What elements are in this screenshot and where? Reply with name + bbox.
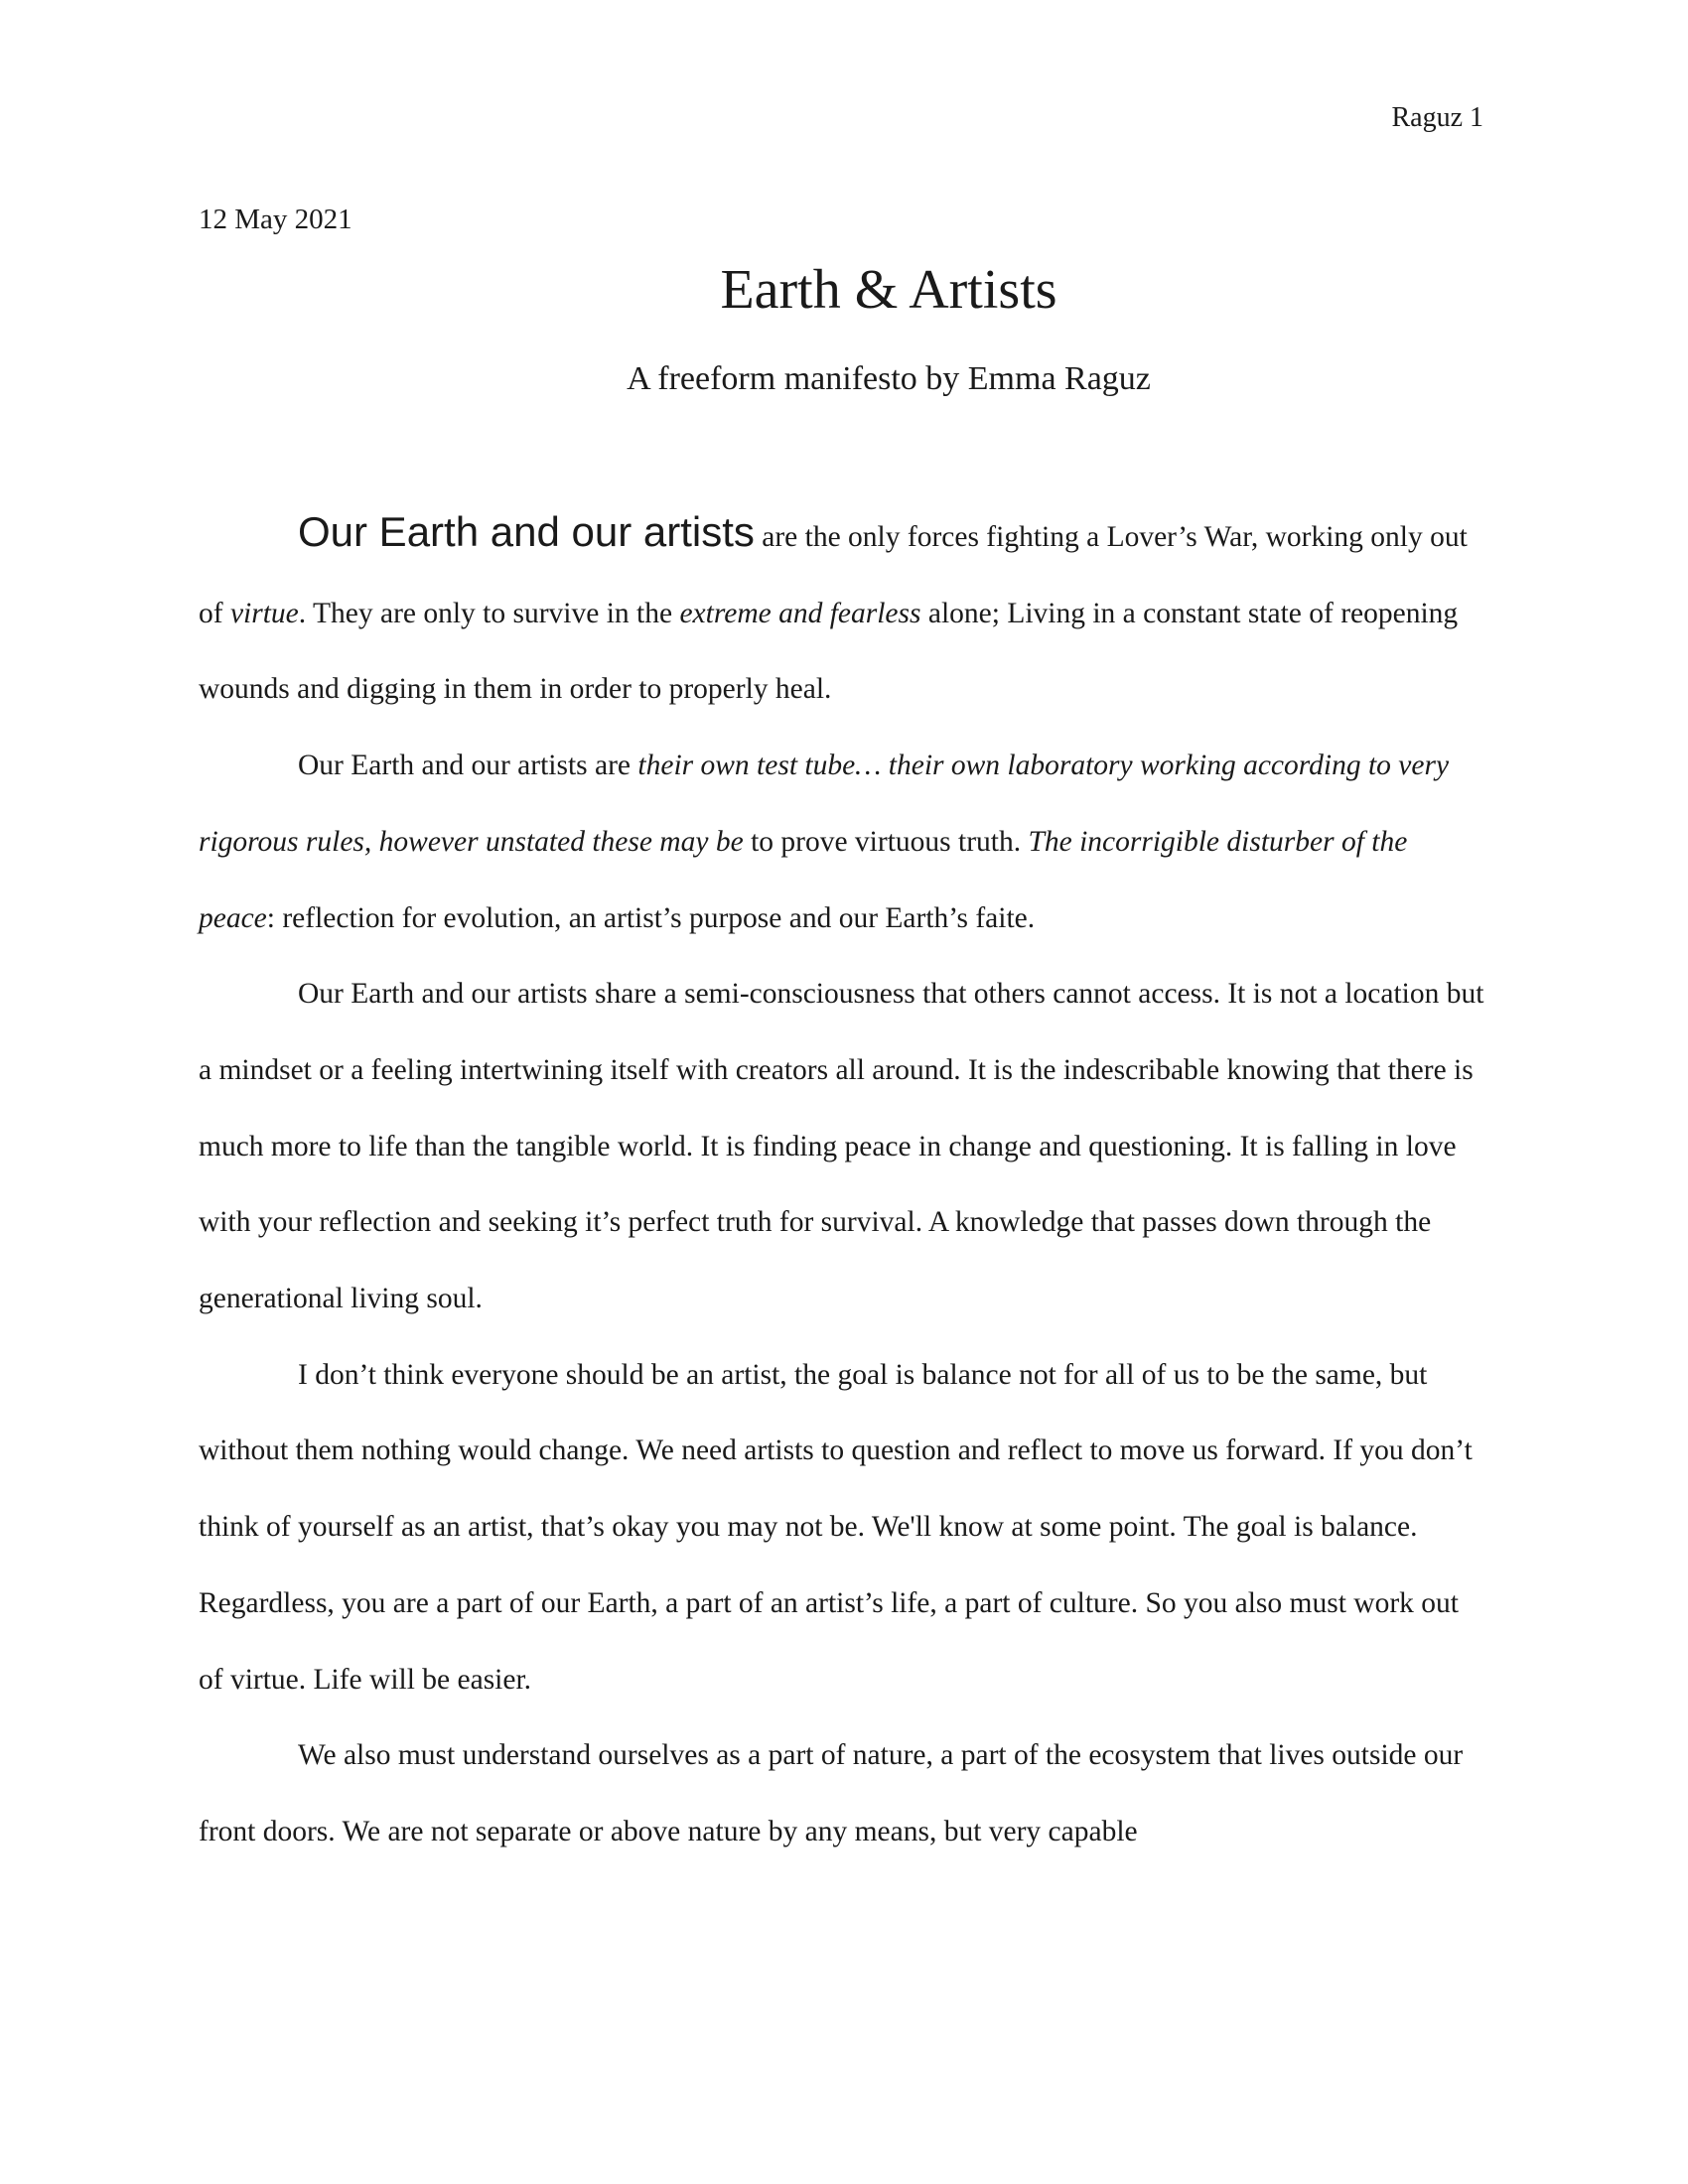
paragraph-2-emphasis-a: their own test tube… their own laboratory working according to very rigorous rules, however unstated these may be bbox=[199, 750, 1450, 858]
page-header-label: Raguz 1 bbox=[1391, 102, 1483, 133]
paragraph-3: Our Earth and our artists share a semi-consciousness that others cannot access. It is not a location but a mindset or a feeling intertwining itself with creators all around. It is the indescribable knowing that there is much more to life than the tangible world. It is finding peace in change and questioning. It is falling in love with your reflection and seeking it’s perfect truth for survival. A knowledge that passes down through the generational living soul. bbox=[199, 978, 1484, 1315]
document-title: Earth & Artists bbox=[720, 259, 1057, 321]
paragraph-2-emphasis-b: The incorrigible disturber of the peace bbox=[199, 825, 1408, 934]
paragraph-2 bbox=[199, 728, 1489, 956]
paragraph-2-text-c: : reflection for evolution, an artist’s purpose and our Earth’s faite. bbox=[266, 901, 1036, 934]
paragraph-1-text-c: alone; Living in a constant state of reopening wounds and digging in them in order to properly heal. bbox=[199, 597, 1459, 706]
document-date: 12 May 2021 bbox=[199, 204, 352, 235]
document-body bbox=[199, 494, 1489, 1870]
paragraph-1-text-b: . They are only to survive in the bbox=[298, 597, 680, 629]
paragraph-1-emphasis-a: virtue bbox=[229, 597, 299, 629]
paragraph-2-text-b: to prove virtuous truth. bbox=[743, 825, 1029, 858]
paragraph-2-text-a: Our Earth and our artists are bbox=[298, 750, 638, 782]
paragraph-1 bbox=[199, 494, 1489, 728]
paragraph-1-text-a: are the only forces fighting a Lover’s War, working only out of bbox=[199, 521, 1468, 629]
paragraph-1-emphasis-b: extreme and fearless bbox=[679, 597, 921, 629]
paragraph-1-lead: Our Earth and our artists bbox=[298, 508, 755, 555]
document-subtitle: A freeform manifesto by Emma Raguz bbox=[627, 360, 1151, 397]
paragraph-4: I don’t think everyone should be an artist, the goal is balance not for all of us to be the same, but without them nothing would change. We need artists to question and reflect to move us forward. If you don’t think of yourself as an artist, that’s okay you may not be. We'll know at some point. The goal is balance. Regardless, you are a part of our Earth, a part of an artist’s life, a part of culture. So you also must work out of virtue. Life will be easier. bbox=[199, 1358, 1473, 1696]
paragraph-5: We also must understand ourselves as a part of nature, a part of the ecosystem that lives outside our front doors. We are not separate or above nature by any means, but very capable bbox=[199, 1739, 1464, 1847]
